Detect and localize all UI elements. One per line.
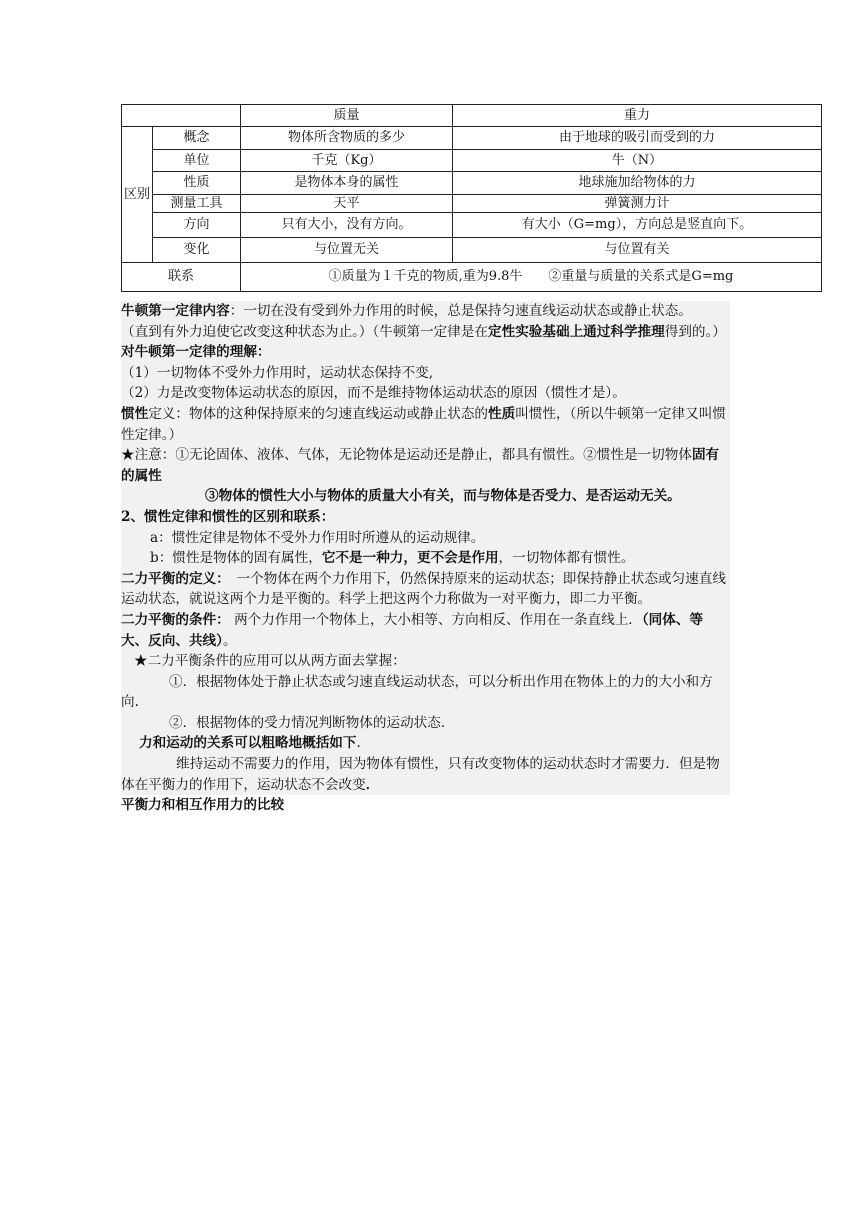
note-item-3 xyxy=(121,486,730,507)
balance-definition xyxy=(121,569,730,610)
balance-condition xyxy=(121,610,730,651)
understanding-title xyxy=(121,342,730,363)
gravity-cell: 弹簧测力计 xyxy=(453,195,822,213)
note-paragraph xyxy=(121,445,730,486)
inertia-definition xyxy=(121,404,730,445)
balance-def-text: 一个物体在两个力作用下，仍然保持原来的运动状态；即保持静止状态或匀速直线运动状态，就说这两个力是平衡的。科学上把这两个力称做为一对平衡力，即二力平衡。 xyxy=(121,570,726,608)
note-text: ★注意：①无论固体、液体、气体，无论物体是运动还是静止，都具有惯性。②惯性是一切物体 xyxy=(121,447,692,464)
newton-first-law-note xyxy=(121,322,730,343)
section2-item-a: a：惯性定律是物体不受外力作用时所遵从的运动规律。 xyxy=(150,529,485,546)
newton-first-law-text: ：一切在没有受到外力作用的时候，总是保持匀速直线运动状态或静止状态。 xyxy=(229,303,692,319)
understanding-title-text: 对牛顿第一定律的理解： xyxy=(121,344,271,361)
table-link-row xyxy=(122,263,822,292)
table-row xyxy=(122,195,822,213)
apply-title: ★二力平衡条件的应用可以从两方面去掌握： xyxy=(134,653,406,670)
mass-cell: 只有大小，没有方向。 xyxy=(241,213,453,238)
newton-first-law-block xyxy=(121,301,730,507)
understanding-item-2: （2）力是改变物体运动状态的原因，而不是维持物体运动状态的原因（惯性才是）。 xyxy=(121,385,626,402)
gravity-cell: 牛（N） xyxy=(453,150,822,172)
mass-cell: 是物体本身的属性 xyxy=(241,172,453,195)
gravity-cell: 有大小（G=mg），方向总是竖直向下。 xyxy=(453,213,822,238)
force-motion-text xyxy=(121,754,730,795)
section2-title xyxy=(121,507,730,528)
mass-gravity-table xyxy=(121,104,822,292)
inertia-text-bold: 性质 xyxy=(488,405,516,422)
table-row xyxy=(122,172,822,195)
force-motion-title xyxy=(121,733,730,754)
link-label: 联系 xyxy=(122,263,241,292)
apply-item-2: ②．根据物体的受力情况判断物体的运动状态． xyxy=(169,714,455,731)
comparison-title-text: 平衡力和相互作用力的比较 xyxy=(121,797,285,814)
mass-cell: 千克（Kg） xyxy=(241,150,453,172)
gravity-cell: 与位置有关 xyxy=(453,238,822,263)
apply-item-1 xyxy=(121,672,730,713)
difference-label: 区别 xyxy=(122,127,153,263)
table-corner-cell xyxy=(122,105,241,127)
section2-b-text: b：惯性是物体的固有属性， xyxy=(150,550,322,567)
balance-cond-text: 两个力作用一个物体上，大小相等、方向相反、作用在一条直线上． xyxy=(229,611,642,628)
header-gravity: 重力 xyxy=(453,105,822,127)
force-motion-title-text: 力和运动的关系可以粗略地概括如下 xyxy=(139,735,357,752)
header-mass: 质量 xyxy=(241,105,453,127)
inertia-text-end: 叫惯性，（所以牛顿第一定律又叫惯性定律。） xyxy=(121,405,726,443)
inertia-section xyxy=(121,507,730,569)
balance-cond-bold: （同体、等大、反向、共线） xyxy=(121,611,704,649)
newton-first-law-title: 牛顿第一定律内容 xyxy=(121,303,230,319)
balance-cond-title: 二力平衡的条件： xyxy=(121,611,230,628)
mass-cell: 物体所含物质的多少 xyxy=(241,127,453,150)
law1-note-bold: 定性实验基础上通过科学推理 xyxy=(488,323,665,340)
gravity-cell: 地球施加给物体的力 xyxy=(453,172,822,195)
table-row xyxy=(122,127,822,150)
section2-b-bold: 它不是一种力，更不会是作用 xyxy=(321,550,499,567)
force-motion-dot: ． xyxy=(356,735,371,752)
mass-cell: 天平 xyxy=(241,195,453,213)
inertia-text: 定义：物体的这种保持原来的匀速直线运动或静止状态的 xyxy=(148,405,489,422)
row-label: 概念 xyxy=(153,127,241,150)
row-label: 测量工具 xyxy=(153,195,241,213)
note-bold: 固有的属性 xyxy=(121,447,720,484)
row-label: 单位 xyxy=(153,150,241,172)
balance-def-title: 二力平衡的定义： xyxy=(121,570,223,587)
row-label: 性质 xyxy=(153,172,241,195)
row-label: 方向 xyxy=(153,213,241,238)
force-motion-body: 维持运动不需要力的作用，因为物体有惯性，只有改变物体的运动状态时才需要力．但是物体在平衡力的作用下，运动状态不会改变 xyxy=(121,756,720,793)
comparison-title xyxy=(121,795,730,816)
section2-title-text: 2、惯性定律和惯性的区别和联系： xyxy=(121,508,335,525)
understanding-item-1: （1）一切物体不受外力作用时，运动状态保持不变, xyxy=(121,364,434,381)
note-item-3-text: ③物体的惯性大小与物体的质量大小有关，而与物体是否受力、是否运动无关。 xyxy=(205,488,681,505)
section2-b-end: ，一切物体都有惯性。 xyxy=(498,550,635,567)
apply-item-1-text: ①．根据物体处于静止状态或匀速直线运动状态，可以分析出作用在物体上的力的大小和方向. xyxy=(121,673,713,711)
document-body xyxy=(121,301,730,816)
balance-cond-end: 。 xyxy=(222,632,237,649)
force-motion-end-dot: ． xyxy=(365,776,380,793)
inertia-title: 惯性 xyxy=(121,405,149,422)
law1-note-text: （直到有外力迫使它改变这种状态为止。）（牛顿第一定律是在 xyxy=(121,323,489,340)
table-row xyxy=(122,213,822,238)
row-label: 变化 xyxy=(153,238,241,263)
table-row xyxy=(122,150,822,172)
table-header-row xyxy=(122,105,822,127)
section2-item-b xyxy=(121,548,730,569)
gravity-cell: 由于地球的吸引而受到的力 xyxy=(453,127,822,150)
law1-note-end: 得到的。） xyxy=(664,323,726,340)
newton-first-law-paragraph xyxy=(121,301,730,322)
table-row xyxy=(122,238,822,263)
mass-cell: 与位置无关 xyxy=(241,238,453,263)
balance-section xyxy=(121,569,730,796)
link-text: ①质量为１千克的物质,重为9.8牛 ②重量与质量的关系式是G=mg xyxy=(241,263,822,292)
